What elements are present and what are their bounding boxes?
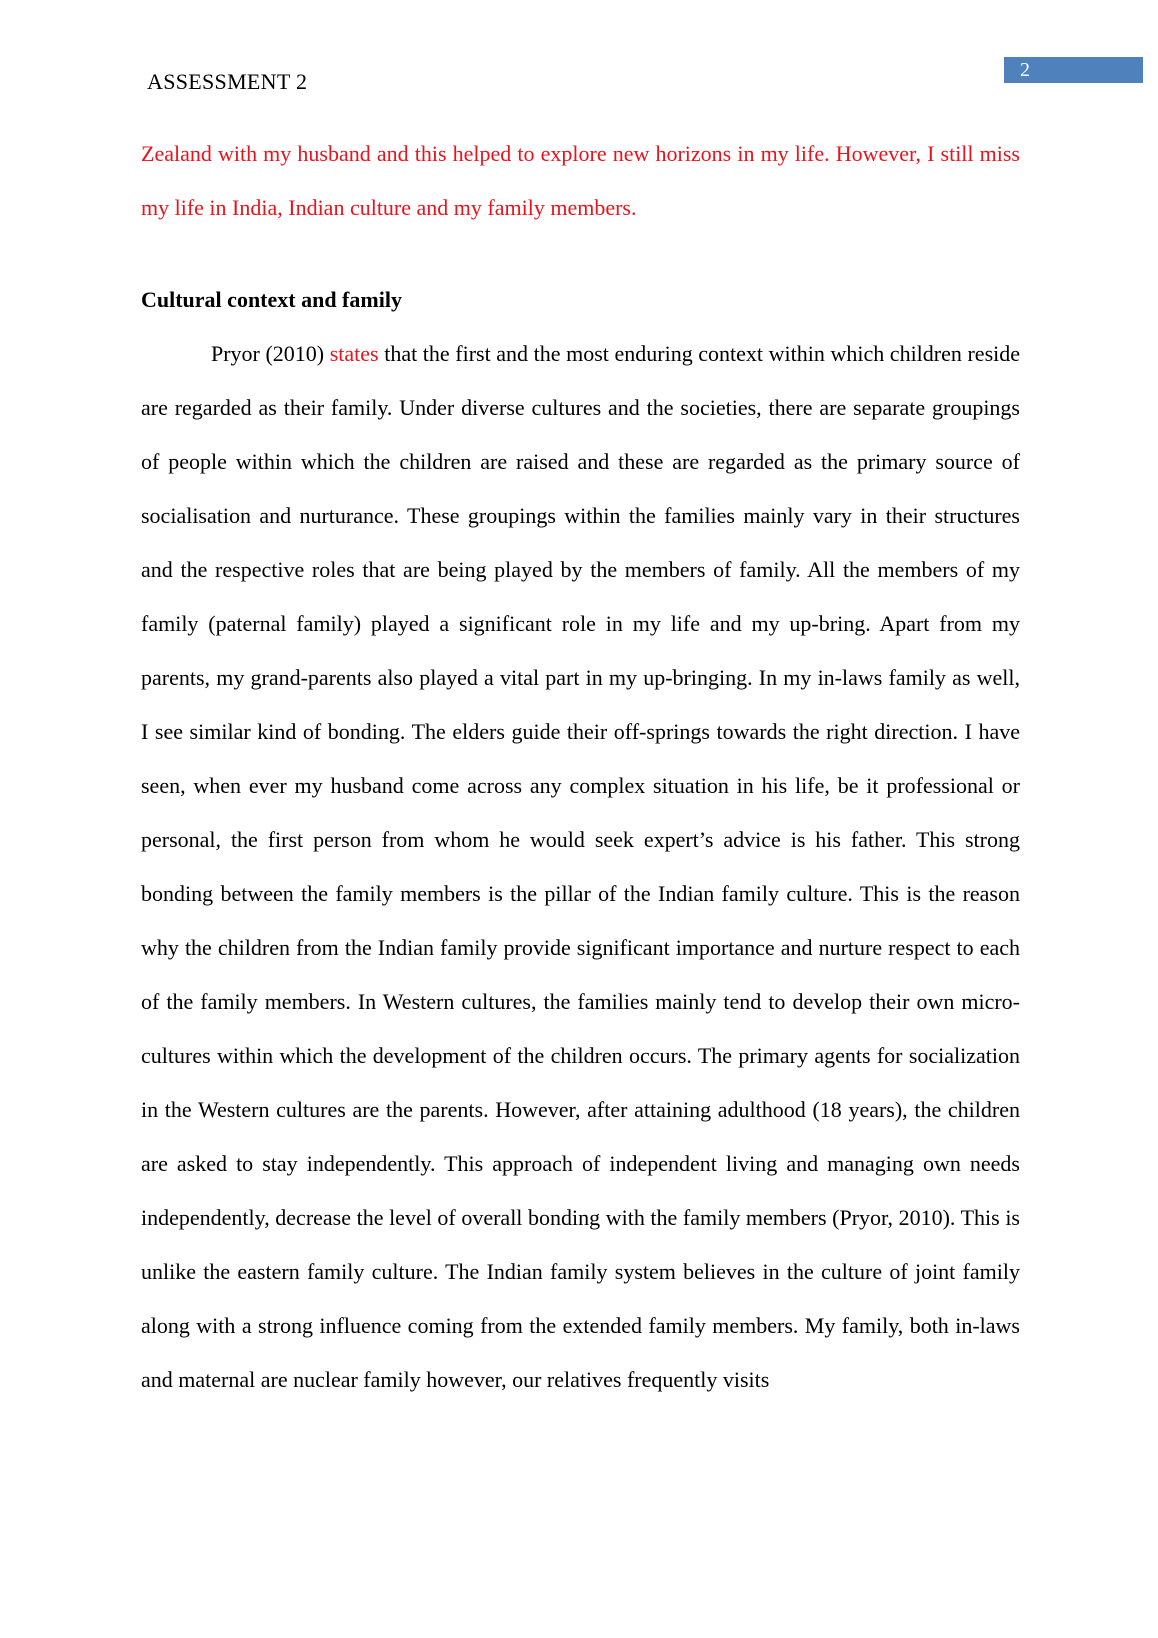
running-head: ASSESSMENT 2 (147, 69, 308, 94)
document-body (141, 127, 1020, 1407)
lead-citation: Pryor (2010) (211, 341, 325, 366)
page-number-badge (1004, 57, 1143, 83)
section-heading: Cultural context and family (141, 287, 402, 312)
highlighted-word: states (329, 341, 379, 366)
intro-paragraph: Zealand with my husband and this helped to explore new horizons in my life. However, I still miss my life in India, Indian culture and my family members. (141, 141, 1020, 220)
paragraph-text: that the first and the most enduring context within which children reside are regarded as their family. Under diverse cultures and the societies, there are separate groupings of people within which the children are raised and these are regarded as the primary source of socialisation and nurturance. These groupings within the families mainly vary in their structures and the respective roles that are being played by the members of family. All the members of my family (paternal family) played a significant role in my life and my up-bring. Apart from my parents, my grand-parents also played a vital part in my up-bringing. In my in-laws family as well, I see similar kind of bonding. The elders guide their off-springs towards the right direction. I have seen, when ever my husband come across any complex situation in his life, be it professional or personal, the first person from whom he would seek expert’s advice is his father. This strong bonding between the family members is the pillar of the Indian family culture. This is the reason why the children from the Indian family provide significant importance and nurture respect to each of the family members. In Western cultures, the families mainly tend to develop their own micro-cultures within which the development of the children occurs. The primary agents for socialization in the Western cultures are the parents. However, after attaining adulthood (18 years), the children are asked to stay independently. This approach of independent living and managing own needs independently, decrease the level of overall bonding with the family members (Pryor, 2010). This is unlike the eastern family culture. The Indian family system believes in the culture of joint family along with a strong influence coming from the extended family members. My family, both in-laws and maternal are nuclear family however, our relatives frequently visits (141, 341, 1021, 1392)
body-paragraph (141, 327, 1020, 1407)
page-number: 2 (1020, 59, 1030, 81)
